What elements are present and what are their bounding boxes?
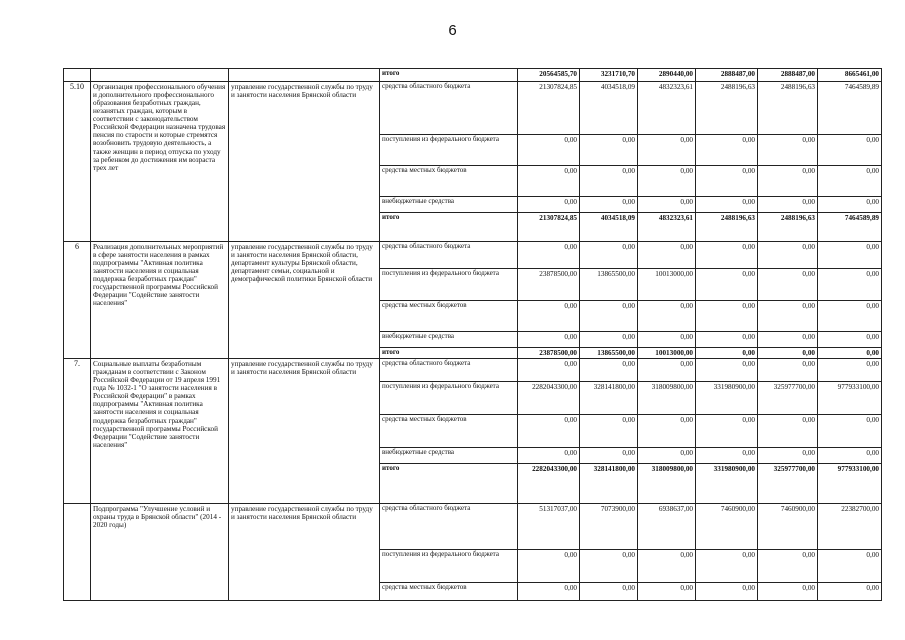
amount-cell: 4034518,09 <box>580 213 638 242</box>
amount-cell: 0,00 <box>580 550 638 583</box>
table-row <box>64 504 882 550</box>
table-row <box>64 359 882 382</box>
amount-cell: 0,00 <box>818 583 882 601</box>
table-row <box>64 242 882 269</box>
amount-cell: 0,00 <box>818 135 882 166</box>
amount-cell: 0,00 <box>638 359 696 382</box>
amount-cell: 331980900,00 <box>696 464 758 504</box>
amount-cell: 318009800,00 <box>638 464 696 504</box>
amount-cell: 0,00 <box>818 197 882 213</box>
amount-cell: 7460900,00 <box>758 504 818 550</box>
amount-cell: 0,00 <box>818 348 882 359</box>
funding-source-cell: средства областного бюджета <box>380 242 518 269</box>
amount-cell: 0,00 <box>518 332 580 348</box>
amount-cell: 2890440,00 <box>638 69 696 82</box>
row-index-cell: 7. <box>64 359 91 504</box>
executor-cell: управление государственной службы по труду и занятости населения Брянской области <box>229 504 380 601</box>
funding-source-cell: средства местных бюджетов <box>380 583 518 601</box>
activity-name-cell: Социальные выплаты безработным гражданам в соответствии с Законом Российской Федерации от 19 апреля 1991 года № 1032-1 "О занятости населения в Российской Федерации" в рамках подпрограммы "Активная политика занятости населения и социальная поддержка безработных граждан" государственной программы Российской Федерации "Содействие занятости населения" <box>91 359 229 504</box>
amount-cell: 21307824,85 <box>518 82 580 135</box>
amount-cell: 0,00 <box>758 242 818 269</box>
amount-cell: 0,00 <box>638 135 696 166</box>
funding-source-cell: средства местных бюджетов <box>380 415 518 448</box>
amount-cell: 51317037,00 <box>518 504 580 550</box>
empty-cell <box>64 69 91 82</box>
activity-name-cell: Реализация дополнительных мероприятий в сфере занятости населения в рамках подпрограммы "Активная политика занятости населения и социальная поддержка безработных граждан" государственной программы Российской Федерации "Содействие занятости населения" <box>91 242 229 359</box>
amount-cell: 0,00 <box>696 415 758 448</box>
executor-cell: управление государственной службы по труду и занятости населения Брянской области, департамент культуры Брянской области, департамент семьи, социальной и демографической политики Брянской области <box>229 242 380 359</box>
funding-source-cell: поступления из федерального бюджета <box>380 135 518 166</box>
amount-cell: 2888487,00 <box>758 69 818 82</box>
amount-cell: 0,00 <box>580 197 638 213</box>
amount-cell: 6938637,00 <box>638 504 696 550</box>
row-index-cell: 6 <box>64 242 91 359</box>
amount-cell: 0,00 <box>638 197 696 213</box>
amount-cell: 2282043300,00 <box>518 382 580 415</box>
amount-cell: 0,00 <box>580 583 638 601</box>
amount-cell: 0,00 <box>818 269 882 301</box>
amount-cell: 0,00 <box>818 242 882 269</box>
funding-source-cell: итого <box>380 69 518 82</box>
amount-cell: 13865500,00 <box>580 348 638 359</box>
amount-cell: 0,00 <box>758 583 818 601</box>
amount-cell: 13865500,00 <box>580 269 638 301</box>
amount-cell: 10013000,00 <box>638 348 696 359</box>
amount-cell: 0,00 <box>518 301 580 332</box>
amount-cell: 0,00 <box>696 242 758 269</box>
amount-cell: 0,00 <box>638 166 696 197</box>
amount-cell: 10013000,00 <box>638 269 696 301</box>
amount-cell: 7464589,89 <box>818 213 882 242</box>
amount-cell: 0,00 <box>638 301 696 332</box>
amount-cell: 2488196,63 <box>696 82 758 135</box>
amount-cell: 0,00 <box>580 415 638 448</box>
amount-cell: 0,00 <box>758 197 818 213</box>
activity-name-cell: Организация профессионального обучения и дополнительного профессионального образования безработных граждан, незанятых граждан, которым в соответствии с законодательством Российской Федерации назначена трудовая пенсия по старости и которые стремятся возобновить трудовую деятельность, а также женщин в период отпуска по уходу за ребенком до достижения им возраста трех лет <box>91 82 229 242</box>
amount-cell: 0,00 <box>696 332 758 348</box>
amount-cell: 977933100,00 <box>818 382 882 415</box>
amount-cell: 0,00 <box>758 359 818 382</box>
amount-cell: 4832323,61 <box>638 82 696 135</box>
amount-cell: 0,00 <box>518 135 580 166</box>
amount-cell: 7464589,89 <box>818 82 882 135</box>
amount-cell: 0,00 <box>818 415 882 448</box>
funding-source-cell: средства местных бюджетов <box>380 166 518 197</box>
amount-cell: 0,00 <box>758 135 818 166</box>
amount-cell: 318009800,00 <box>638 382 696 415</box>
funding-source-cell: средства областного бюджета <box>380 82 518 135</box>
amount-cell: 328141800,00 <box>580 382 638 415</box>
table-row <box>64 69 882 82</box>
amount-cell: 0,00 <box>580 448 638 464</box>
amount-cell: 0,00 <box>518 359 580 382</box>
amount-cell: 0,00 <box>518 242 580 269</box>
funding-source-cell: поступления из федерального бюджета <box>380 269 518 301</box>
amount-cell: 0,00 <box>818 448 882 464</box>
amount-cell: 0,00 <box>518 448 580 464</box>
funding-source-cell: средства местных бюджетов <box>380 301 518 332</box>
amount-cell: 0,00 <box>696 269 758 301</box>
amount-cell: 0,00 <box>696 166 758 197</box>
amount-cell: 0,00 <box>696 550 758 583</box>
amount-cell: 7460900,00 <box>696 504 758 550</box>
funding-source-cell: внебюджетные средства <box>380 332 518 348</box>
executor-cell: управление государственной службы по труду и занятости населения Брянской области <box>229 359 380 504</box>
amount-cell: 22382700,00 <box>818 504 882 550</box>
amount-cell: 0,00 <box>696 301 758 332</box>
amount-cell: 0,00 <box>638 583 696 601</box>
amount-cell: 325977700,00 <box>758 382 818 415</box>
budget-table <box>63 68 882 601</box>
amount-cell: 7073900,00 <box>580 504 638 550</box>
amount-cell: 0,00 <box>580 166 638 197</box>
amount-cell: 0,00 <box>758 550 818 583</box>
amount-cell: 0,00 <box>518 550 580 583</box>
amount-cell: 0,00 <box>696 583 758 601</box>
amount-cell: 0,00 <box>580 135 638 166</box>
amount-cell: 0,00 <box>518 166 580 197</box>
amount-cell: 0,00 <box>758 348 818 359</box>
amount-cell: 0,00 <box>818 301 882 332</box>
funding-source-cell: внебюджетные средства <box>380 197 518 213</box>
activity-name-cell: Подпрограмма "Улучшение условий и охраны труда в Брянской области" (2014 - 2020 годы) <box>91 504 229 601</box>
funding-source-cell: итого <box>380 213 518 242</box>
amount-cell: 0,00 <box>758 415 818 448</box>
amount-cell: 0,00 <box>638 448 696 464</box>
amount-cell: 4034518,09 <box>580 82 638 135</box>
executor-cell: управление государственной службы по труду и занятости населения Брянской области <box>229 82 380 242</box>
amount-cell: 0,00 <box>758 166 818 197</box>
amount-cell: 0,00 <box>580 242 638 269</box>
amount-cell: 0,00 <box>696 135 758 166</box>
amount-cell: 20564585,70 <box>518 69 580 82</box>
funding-source-cell: внебюджетные средства <box>380 448 518 464</box>
amount-cell: 23878500,00 <box>518 269 580 301</box>
amount-cell: 2488196,63 <box>696 213 758 242</box>
amount-cell: 0,00 <box>638 550 696 583</box>
amount-cell: 0,00 <box>818 166 882 197</box>
amount-cell: 2282043300,00 <box>518 464 580 504</box>
amount-cell: 3231710,70 <box>580 69 638 82</box>
amount-cell: 23878500,00 <box>518 348 580 359</box>
amount-cell: 0,00 <box>818 359 882 382</box>
amount-cell: 0,00 <box>758 269 818 301</box>
amount-cell: 0,00 <box>696 197 758 213</box>
empty-cell <box>91 69 229 82</box>
amount-cell: 0,00 <box>818 550 882 583</box>
amount-cell: 0,00 <box>580 301 638 332</box>
page-number: 6 <box>448 22 457 39</box>
empty-cell <box>229 69 380 82</box>
amount-cell: 0,00 <box>818 332 882 348</box>
amount-cell: 2888487,00 <box>696 69 758 82</box>
amount-cell: 8665461,00 <box>818 69 882 82</box>
funding-source-cell: поступления из федерального бюджета <box>380 550 518 583</box>
amount-cell: 0,00 <box>638 415 696 448</box>
amount-cell: 0,00 <box>696 359 758 382</box>
row-index-cell: 5.10 <box>64 82 91 242</box>
funding-source-cell: средства областного бюджета <box>380 359 518 382</box>
table-row <box>64 82 882 135</box>
amount-cell: 21307824,85 <box>518 213 580 242</box>
amount-cell: 0,00 <box>758 448 818 464</box>
amount-cell: 2488196,63 <box>758 213 818 242</box>
funding-source-cell: поступления из федерального бюджета <box>380 382 518 415</box>
amount-cell: 325977700,00 <box>758 464 818 504</box>
amount-cell: 0,00 <box>518 415 580 448</box>
amount-cell: 0,00 <box>696 448 758 464</box>
funding-source-cell: итого <box>380 464 518 504</box>
row-index-cell <box>64 504 91 601</box>
funding-source-cell: итого <box>380 348 518 359</box>
amount-cell: 977933100,00 <box>818 464 882 504</box>
amount-cell: 0,00 <box>518 197 580 213</box>
amount-cell: 0,00 <box>638 332 696 348</box>
amount-cell: 0,00 <box>580 332 638 348</box>
amount-cell: 0,00 <box>580 359 638 382</box>
amount-cell: 4832323,61 <box>638 213 696 242</box>
amount-cell: 331980900,00 <box>696 382 758 415</box>
amount-cell: 0,00 <box>758 301 818 332</box>
amount-cell: 0,00 <box>518 583 580 601</box>
amount-cell: 0,00 <box>758 332 818 348</box>
amount-cell: 328141800,00 <box>580 464 638 504</box>
amount-cell: 0,00 <box>696 348 758 359</box>
amount-cell: 2488196,63 <box>758 82 818 135</box>
funding-source-cell: средства областного бюджета <box>380 504 518 550</box>
amount-cell: 0,00 <box>638 242 696 269</box>
